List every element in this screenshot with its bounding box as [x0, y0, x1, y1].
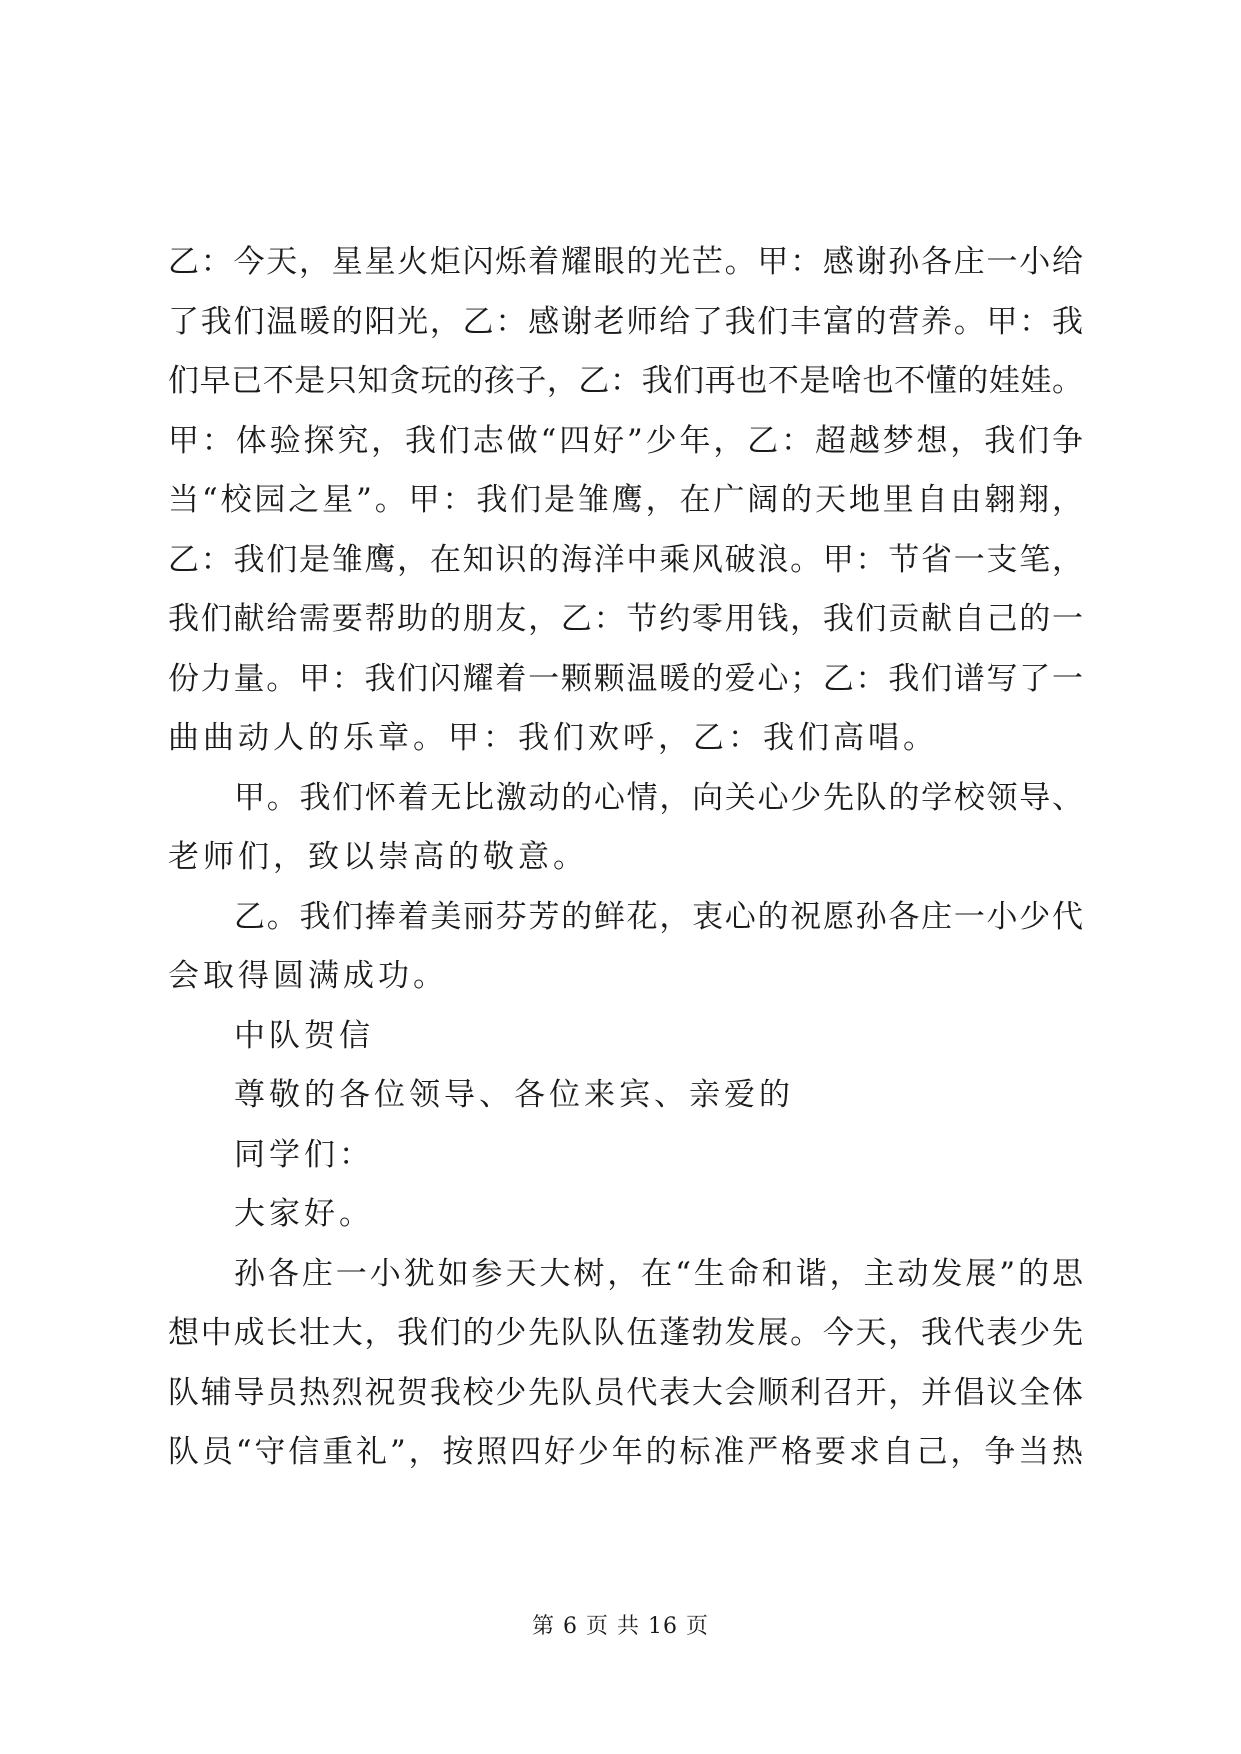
document-body [168, 233, 1083, 1483]
text-line: 队员“守信重礼”，按照四好少年的标准严格要求自己，争当热 [168, 1434, 1083, 1470]
text-line: 想中成长壮大，我们的少先队队伍蓬勃发展。今天，我代表少先 [168, 1315, 1083, 1351]
text-line: 当“校园之星”。甲：我们是雏鹰，在广阔的天地里自由翱翔， [168, 482, 1083, 518]
text-line: 同学们： [234, 1136, 374, 1173]
text-line: 乙。我们捧着美丽芬芳的鲜花，衷心的祝愿孙各庄一小少代 [234, 898, 1083, 935]
text-line: 孙各庄一小犹如参天大树，在“生命和谐，主动发展”的思 [234, 1255, 1083, 1292]
page-footer: 第 6 页 共 16 页 [532, 1614, 709, 1639]
text-line: 会取得圆满成功。 [168, 958, 448, 994]
text-line: 甲。我们怀着无比激动的心情，向关心少先队的学校领导、 [234, 779, 1083, 816]
text-line: 我们献给需要帮助的朋友，乙：节约零用钱，我们贡献自己的一 [168, 601, 1083, 637]
text-line: 们早已不是只知贪玩的孩子，乙：我们再也不是啥也不懂的娃娃。 [168, 363, 1083, 399]
text-line: 了我们温暖的阳光，乙：感谢老师给了我们丰富的营养。甲：我 [168, 303, 1083, 340]
text-line: 份力量。甲：我们闪耀着一颗颗温暖的爱心；乙：我们谱写了一 [168, 660, 1083, 697]
text-line: 中队贺信 [234, 1017, 374, 1054]
text-line: 尊敬的各位领导、各位来宾、亲爱的 [234, 1077, 794, 1113]
text-line: 乙：今天，星星火炬闪烁着耀眼的光芒。甲：感谢孙各庄一小给 [168, 244, 1083, 280]
text-line: 乙：我们是雏鹰，在知识的海洋中乘风破浪。甲：节省一支笔， [168, 541, 1083, 578]
text-line: 甲：体验探究，我们志做“四好”少年，乙：超越梦想，我们争 [168, 422, 1083, 459]
text-line: 老师们，致以崇高的敬意。 [168, 839, 588, 875]
text-line: 曲曲动人的乐章。甲：我们欢呼，乙：我们高唱。 [168, 720, 938, 756]
text-line: 大家好。 [234, 1196, 374, 1232]
text-line: 队辅导员热烈祝贺我校少先队员代表大会顺利召开，并倡议全体 [168, 1374, 1083, 1411]
